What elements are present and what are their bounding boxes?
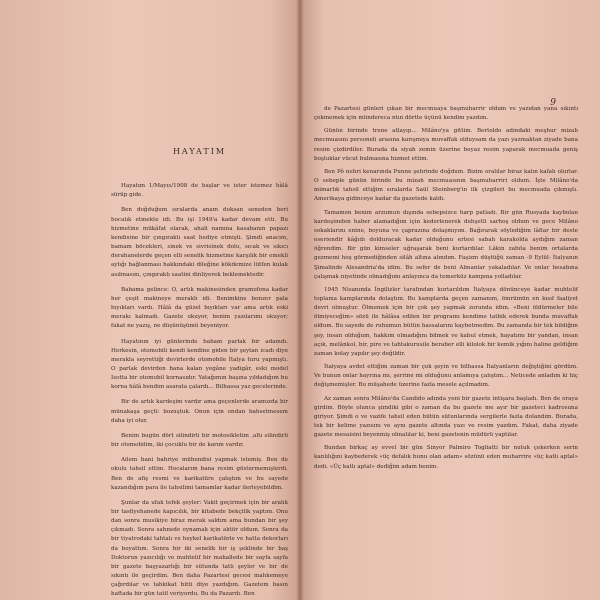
paragraph: Şunlar da ufak tefek şeyler: Vakit geçirmek için bir aralık bir tasfiyehanede kapıcılık, bir kitabede bekçilik yaptım. Onu dan sonra musikiye biraz merak saldım ama bundan bir şey çıkmadı. Sonra sahnede oynamak için aktör oldum. Sonra da bir tiyatrodaki tahtalı ve heykel karikatürle ve hatta dekorları da boyattım. Sonra bir iki senelik bir iş şeklinde bir baş Doktorun yazıcılığı ve muhtelif bir mahallede bir sayfa sayfa bir gazete başyazarlığı bir sütunda tatlı şeyler ve bir de sıkıntı ile geçirdim. Ben daha Pazartesi gecesi mahkemeye çağırdılar ve tahkikat bitti diye yazdığım. Gazetem basın haftada bir gün tatil veriyordu. Bu da Pazardı. Ben	[111, 499, 288, 598]
paragraph: Babama gelince: O, artık makinesinden gramofona kadar her çeşit makineye meraklı idi. Benimkine bonzer pala bıyıkları vardı. Hâlâ da güzel bıyıkları var ama artık eski merakı kalmadı. Gazete okuyor, benim yazılarımı okuyor; fakat ne yazış, ne düşünüşümü beyeniyor.	[111, 286, 288, 330]
right-page	[300, 0, 600, 600]
paragraph: de Pazartesi günleri çıkan bir mecmuaya başmuharrir oldum ve yazıdan yana sıkıntı çekmemek için mündereca ntın dörtte üçünü kendim yazdım.	[314, 106, 578, 122]
paragraph: Hayatım 1/Mayıs/1908 de başlar ve ister istemez hâlâ sürüp gide.	[111, 183, 288, 199]
chapter-title: HAYATIM	[172, 147, 227, 156]
page-number: 9	[550, 98, 556, 108]
paragraph: İtalyaya avdet ettiğim zaman bir çok şeyin ve bilhassa İtalyanların değiştiğini gördüm. Ve bunun onlar hayrına mı, şerrine mi olduğunu anlamıya çalıştım... Neticede anladım ki hiç değişmemişler. Bu müşahede üzerine fazla mesele açılmadım.	[314, 364, 578, 389]
left-page-body	[111, 182, 288, 599]
paragraph: Bundan birkaç ay evvel bir gün Sinyor Palmiro Togliatti bir nutuk çekerken serin kanlılığını kaybederek «üç defalık bunu olan adam» sözünü eden muharrire «üç katlı aptal» dedi. «Üç katlı aptal» dediğim adam benim.	[314, 445, 578, 470]
paragraph: Ben Pô nehri kenarında Punne şehrinde doğdum. Bizim oralılar biraz kalın kafalı olurlar. O sebeple günün birinde bu mizah mecmuasının başmuharriri oldum. İşte Milâno'da mimarlık tahsil ettiğim sıralarda Saül Steinberg'in ilk çizgileri bu mecmuada çıkmıştı. Amerikaya gidinceye kadar da gazetede kaldı.	[314, 168, 578, 203]
paragraph: Az zaman sonra Milâno'da Candido adında yeni bir gazete intişara başladı. Ben de oraya girdim. Böyle olunca şimdiki gibi o zaman da bu gazete me ayır bir gazeteci kadrosuna giriyor. Şimdi o ve vazife tahsil eden bütün sütunlarında sergilerle fazla dolandım. Burada, tek bir kelime yazısını ve aynı gazete altında yazı ve resim yazdım. Fakat, daha ziyade gazete mesaisini beyenmiş olmalılar ki, beni gazetenin müdürü yaptılar.	[314, 395, 578, 439]
paragraph: Tamamen benim arzumun dışında sebepsizce harp patladı. Bir gün Rusyada kaybolan kardeşimden haber alamadığım için kederlenerek dehşetli sarhoş oldum ve gece Milâno sokaklarını enine, boyuna ve çaprazına dolaşmıyım. Bağırarak söylediğim lâflar bir deste eseriendir kâğıdı dolduracak kadar olduğunu ertesi sabah karakolda aydığım zaman öğrendim. Bir gün kimseler uğraşarak beni kurtardılar. Lâkin zabıta benim ortalarda gezmemi hoş görmediğinden silâh altına alındım. Faşizm düştüğü zaman -9 Eylül- İtalyanın Şimalinde Alesandria'da idim. Bu sefer de beni Almanlar yakaladılar. Ve onlar hesabına çalışmak niyetinde olmadığımı anlayınca da temerküz kampına yolladılar.	[314, 209, 578, 280]
paragraph: Benim bugün dört silindirli bir motosikletim ,altı silindirli bir otomobilim, iki çocuklu bir de karım vardır.	[111, 432, 288, 449]
paragraph: Ben doğduğum sıralarda anam doksan seneden beri bocalık etmekte idi. Bu işi 1949'a kadar devam etti. Bu hizmetine mükâfat olarak, ahali namına kasabanın papazı kendisine bir çıngıraklı saat hediye etmişti. Şimdi anacım, bamam böcekleri, sinek ve sivrisinek dolu, sıcak ve sıkıcı derahanelerde geçen elli senelik hizmetine karşılık bir emekli aylığı bağlanması hakkındaki dileğine kökdemize lütfen kulak asılmasını, çıngıraklı saatini dinliyerek beklemektedir.	[111, 207, 288, 278]
paragraph: Günün birinde trene atlayıp... Milâno'ya gittim. Bertoldo adındaki meşhur mizah mecmuasını personeli arasına karışmıya muvaffak olduysam da yazı yazmaktan ziyade bana resim çizdirdiler. Burada da siyah zemin üzerine beyaz resim yaparak mecmuada geniş boşluklar vücut bulmasına hizmet ettim.	[314, 128, 578, 162]
paragraph: 1945 Nisanında İngilizler tarafından kurtarıldım İtalyaya dönünceye kadar muhtelif toplama kamplarında dolaştım. Bu kamplarda geçen zamanım, ömrümün en kısıf faaliyet devri olmuştur. Ölmemek için bir çok şey yapmak zorunda idim. «Beni öldürmeler bile ölmiyeceğim» sözü ile hâlâsa edilen bir programı kendime tatbik ederek bunda muvaffak oldum. Bu sayede de ruhumun bütün hassalarını kaybetmedim. Bu zamanda bir tek bildiğim şey, insan olduğum, hakkım olmadığını bilmek ve kabul etmek, hayatımı bir yandan, insan açık, melânkol, bir, pire ve tahtakurusile beraber elli kilolok bir kemik yığını haline geldiğim zaman kolay yapılır şey değildir.	[314, 286, 578, 357]
paragraph: Bir de artık kardeşim vardır ama geçenlerde aramızda bir münakaşa geçti: bozuştuk. Onun için ondan bahsetmesem daha iyi olur.	[111, 399, 288, 424]
paragraph: Hayatının iyi günlerinde babam parlak bir adamdı. Herkesin, otomobili kendi kendine giden bir şeytan icadı diye merakla seyrettiği devirlerde otomobile İtalya turu yapmıştı. O parlak devirden bana kalan yegâne yadigâr, eski model Isotta bir otomobil kornasıdır. Yatağımın başına yıldadığım bu korna hâlâ bendim asarata çalardı... Bilhassa yaz gecelerinde.	[111, 338, 288, 391]
paragraph: Ailem bani bahriye mühendisi yapmak istemiş. Ben de okulu tahsil ettim. Hocalarım bana resim göstermemişlerdi. Ben de afiş resmi ve karikatüre çalıştım ve bu sayede kazandığım para ile tahsilimi tamamlar kadar ilerleyebildim.	[111, 457, 288, 491]
book-gutter	[296, 0, 304, 600]
right-page-body	[314, 105, 578, 472]
